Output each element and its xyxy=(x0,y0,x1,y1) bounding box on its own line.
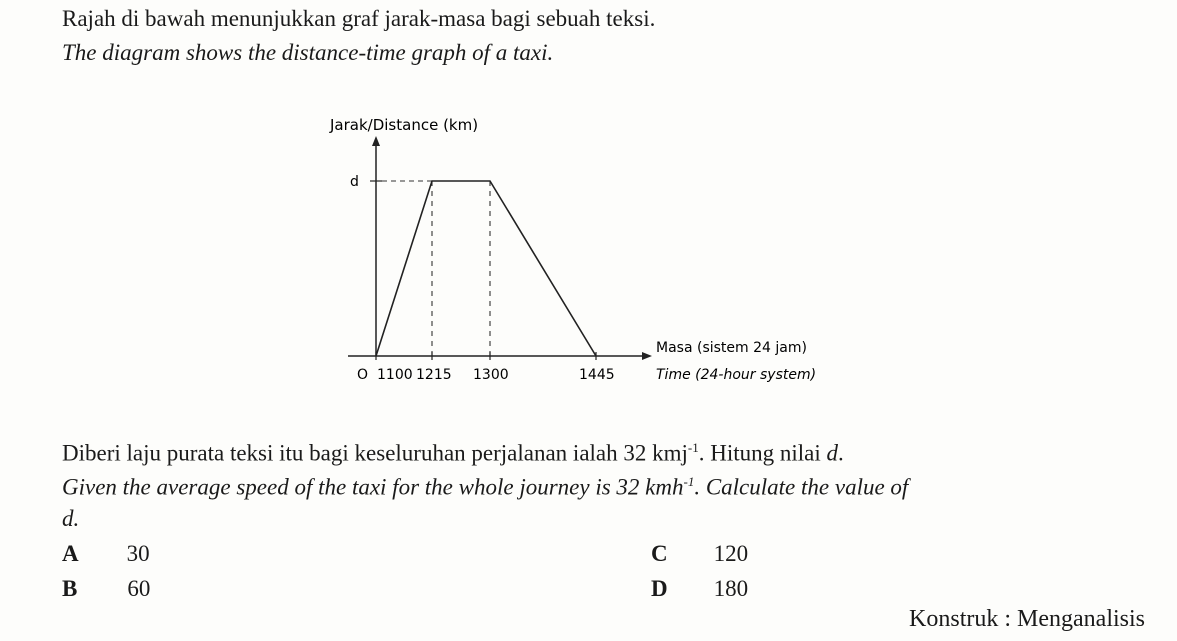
x-axis-label-malay: Masa (sistem 24 jam) xyxy=(656,340,807,356)
option-a[interactable] xyxy=(62,541,150,567)
x-tick-label-1300: 1300 xyxy=(473,367,509,383)
option-d-letter: D xyxy=(651,576,668,601)
construct-label: Konstruk : Menganalisis xyxy=(909,606,1145,632)
question-text-english: The diagram shows the distance-time graph of a taxi. xyxy=(62,40,554,65)
option-b-letter: B xyxy=(62,576,78,601)
journey-line xyxy=(376,181,596,356)
x-tick-label-1445: 1445 xyxy=(579,367,615,383)
graph-svg xyxy=(300,100,880,400)
x-tick-label-1100: 1100 xyxy=(377,367,413,383)
given-text-english-line2: d. xyxy=(62,506,80,531)
distance-time-graph xyxy=(300,100,880,400)
y-axis-label: Jarak/Distance (km) xyxy=(330,116,479,134)
origin-label: O xyxy=(357,367,369,383)
option-a-value: 30 xyxy=(126,541,150,566)
option-d-value: 180 xyxy=(713,576,749,601)
x-tick-label-1215: 1215 xyxy=(416,367,452,383)
x-axis-label-english: Time (24-hour system) xyxy=(656,367,817,383)
option-c-value: 120 xyxy=(713,541,749,566)
x-axis-arrow xyxy=(642,352,652,360)
option-c-letter: C xyxy=(651,541,668,566)
given-text-english: Given the average speed of the taxi for the whole journey is 32 kmh$^{-1}$. Calculate the value of xyxy=(62,474,909,500)
question-text-malay: Rajah di bawah menunjukkan graf jarak-masa bagi sebuah teksi. xyxy=(62,6,656,31)
y-axis-arrow xyxy=(372,136,380,146)
option-b-value: 60 xyxy=(127,576,151,601)
option-d[interactable] xyxy=(651,576,748,602)
option-b[interactable] xyxy=(62,576,150,602)
option-a-letter: A xyxy=(62,541,79,566)
y-tick-d: d xyxy=(350,174,359,190)
given-text-malay: Diberi laju purata teksi itu bagi keseluruhan perjalanan ialah 32 kmj$^{-1}$. Hitung nilai d. xyxy=(62,440,844,466)
option-c[interactable] xyxy=(651,541,748,567)
